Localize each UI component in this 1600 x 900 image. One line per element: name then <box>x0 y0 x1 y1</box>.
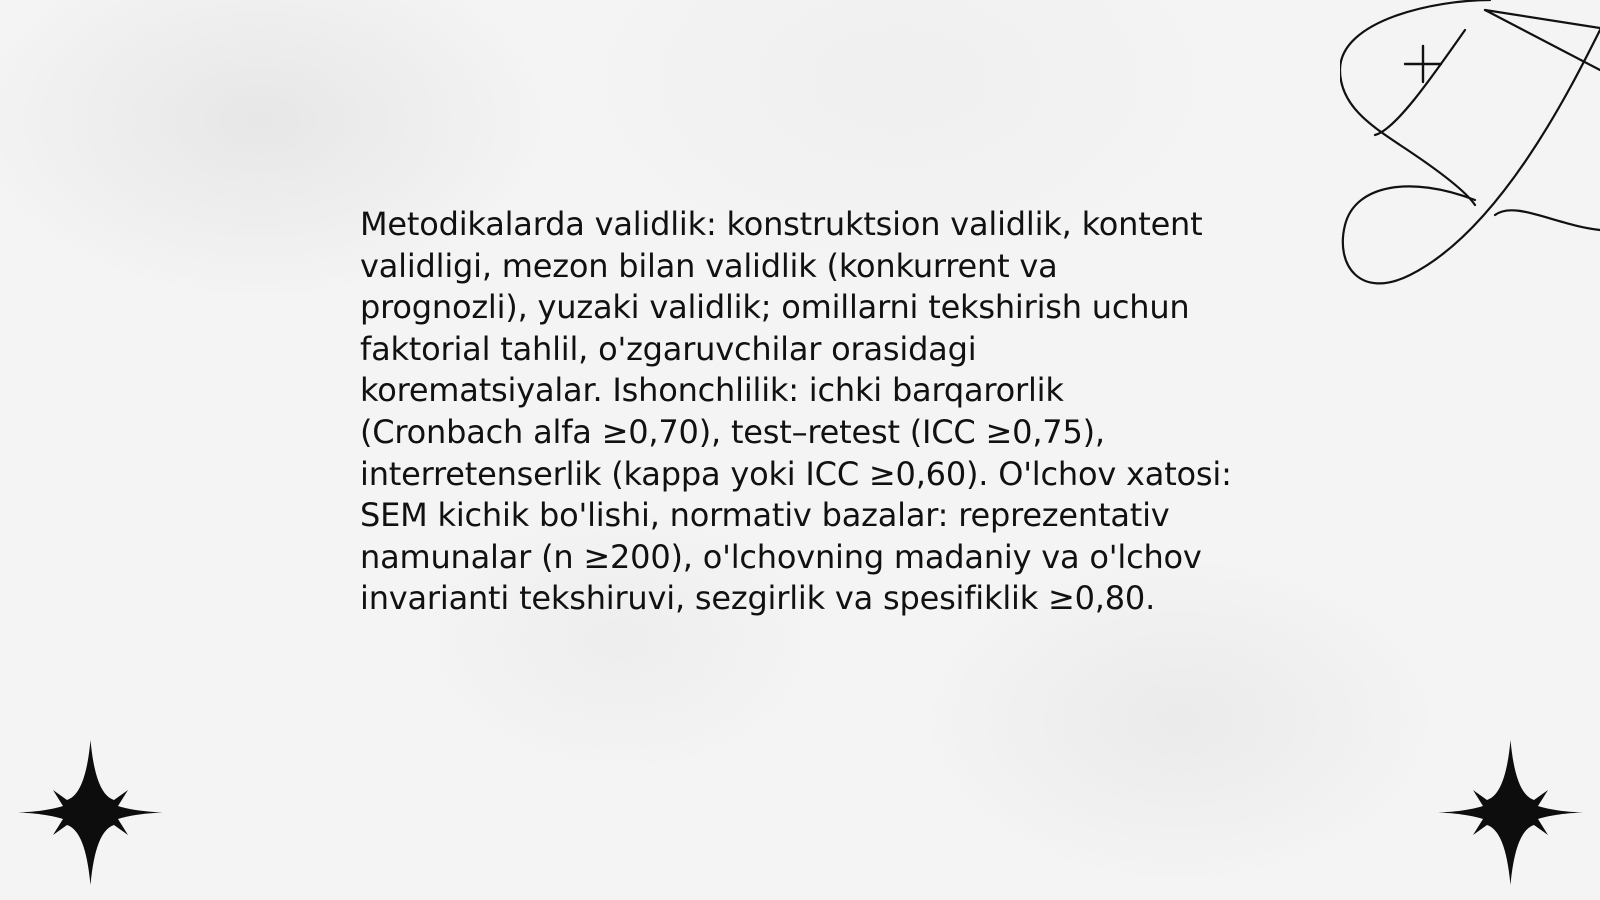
body-line: interretenserlik (kappa yoki ICC ≥0,60). O'lchov xatosi: <box>360 454 1232 493</box>
body-line: korematsiyalar. Ishonchlilik: ichki barqarorlik <box>360 371 1064 410</box>
body-line: Metodikalarda validlik: konstruktsion validlik, kontent <box>360 205 1203 243</box>
four-point-star-icon <box>18 740 163 885</box>
body-line: SEM kichik bo'lishi, normativ bazalar: reprezentativ <box>360 496 1170 535</box>
four-point-star-icon <box>1438 740 1583 885</box>
slide-body-text <box>360 204 1260 620</box>
orbit-line-icon <box>1340 0 1600 300</box>
body-line: invarianti tekshiruvi, sezgirlik va spesifiklik ≥0,80. <box>360 579 1156 618</box>
small-sparkle-icon <box>1403 44 1443 84</box>
body-line: validligi, mezon bilan validlik (konkurrent va <box>360 246 1058 285</box>
body-line: namunalar (n ≥200), o'lchovning madaniy va o'lchov <box>360 537 1202 576</box>
body-line: prognozli), yuzaki validlik; omillarni tekshirish uchun <box>360 288 1190 327</box>
body-line: faktorial tahlil, o'zgaruvchilar orasidagi <box>360 329 977 368</box>
body-line: (Cronbach alfa ≥0,70), test–retest (ICC ≥0,75), <box>360 412 1105 451</box>
